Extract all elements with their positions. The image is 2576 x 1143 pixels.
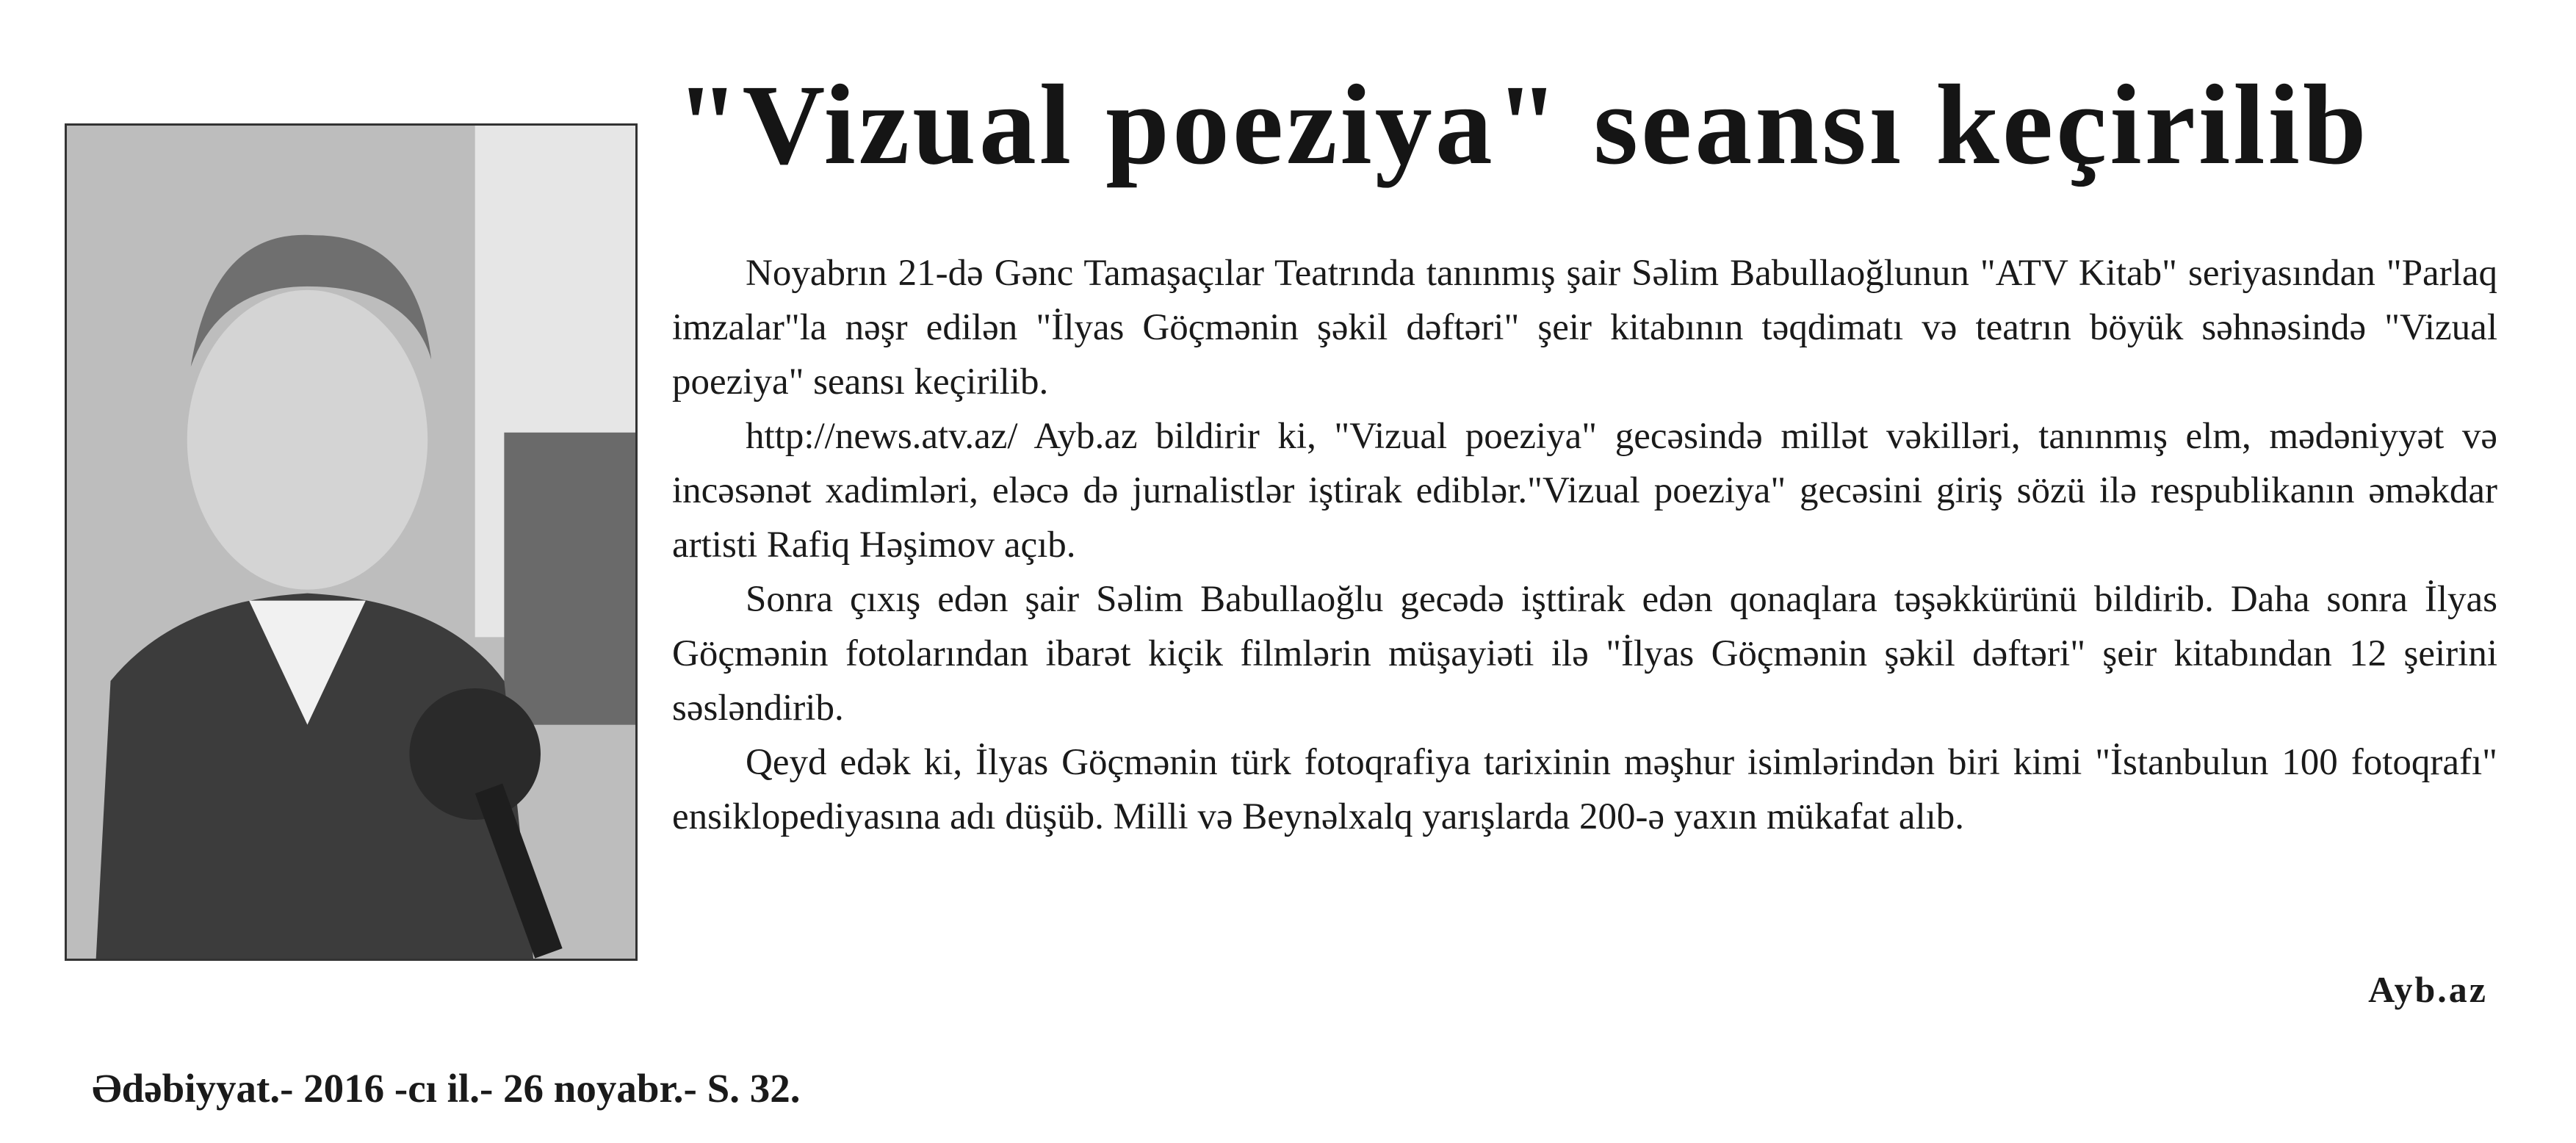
article-source: Ayb.az [2368, 969, 2488, 1010]
paragraph-1: Noyabrın 21-də Gənc Tamaşaçılar Teatrında tanınmış şair Səlim Babullaoğlunun "ATV Kitab" seriyasından "Parlaq imzalar"la nəşr edilən "İlyas Göçmənin şəkil dəftəri" şeir kitabının təqdimatı və teatrın böyük səhnəsində "Vizual poeziya" seansı keçirilib. [672, 253, 2497, 403]
paragraph-4: Qeyd edək ki, İlyas Göçmənin türk fotoqrafiya tarixinin məşhur isimlərindən biri kimi "İstanbulun 100 fotoqrafı" ensiklopediyasına adı düşüb. Milli və Beynəlxalq yarışlarda 200-ə yaxın mükafat alıb. [672, 742, 2497, 837]
article-headline: "Vizual poeziya" seansı keçirilib [676, 61, 2370, 188]
portrait-photo-icon [67, 126, 635, 959]
paragraph-2: http://news.atv.az/ Ayb.az bildirir ki, "Vizual poeziya" gecəsində millət vəkilləri, tanınmış elm, mədəniyyət və incəsənət xadimləri, eləcə də jurnalistlər iştirak ediblər."Vizual poeziya" gecəsini giriş sözü ilə respublikanın əməkdar artisti Rafiq Həşimov açıb. [672, 416, 2497, 566]
paragraph-3: Sonra çıxış edən şair Səlim Babullaoğlu gecədə işttirak edən qonaqlara təşəkkürünü bildirib. Daha sonra İlyas Göçmənin fotolarından ibarət kiçik filmlərin müşayiəti ilə "İlyas Göçmənin şəkil dəftəri" şeir kitabından 12 şeirini səsləndirib. [672, 579, 2497, 729]
publication-citation: Ədəbiyyat.- 2016 -cı il.- 26 noyabr.- S. 32. [92, 1066, 801, 1111]
speaker-photo [65, 123, 638, 961]
article-body [672, 246, 2497, 844]
